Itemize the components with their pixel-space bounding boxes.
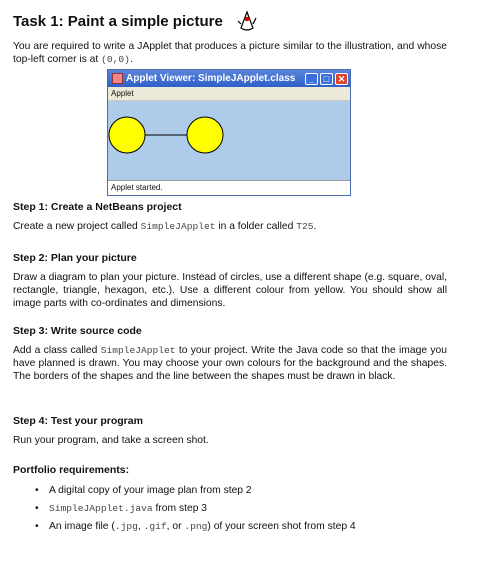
applet-drawing [108, 101, 350, 180]
step2-heading: Step 2: Plan your picture [13, 252, 137, 264]
portfolio-item-source: from step 3 [152, 503, 208, 514]
portfolio-section [13, 464, 447, 538]
step2-section [13, 252, 447, 310]
left-circle [109, 117, 145, 153]
step2-paragraph: Draw a diagram to plan your picture. Instead of circles, use a different shape (e.g. square, oval, rectangle, triangle, hexagon, etc.). Use a different colour from yellow. You should show all image parts with co-ordinates and dimensions. [13, 272, 447, 309]
portfolio-heading: Portfolio requirements: [13, 464, 130, 476]
ext-gif: .gif [143, 521, 167, 532]
applet-status-bar [108, 180, 350, 195]
intro-paragraph [13, 40, 447, 66]
step3-text: Add a class called [13, 345, 101, 356]
list-item [13, 520, 447, 533]
step4-paragraph: Run your program, and take a screen shot. [13, 435, 209, 446]
step3-paragraph [13, 344, 447, 383]
step4-section [13, 415, 447, 447]
maximize-button[interactable] [320, 73, 333, 85]
window-titlebar[interactable] [108, 70, 350, 87]
step1-code-folder: T25 [296, 221, 314, 232]
step1-paragraph [13, 220, 447, 233]
title-row [13, 8, 447, 34]
window-title: Applet Viewer: SimpleJApplet.class [126, 73, 296, 84]
portfolio-list [13, 484, 447, 533]
applet-menu-label[interactable]: Applet [111, 89, 134, 98]
applet-menu[interactable] [108, 87, 350, 101]
step1-text-end: . [313, 221, 317, 232]
bullet: • [35, 521, 39, 532]
bullet: • [35, 485, 39, 496]
list-item [13, 484, 447, 497]
step3-section [13, 325, 447, 383]
applet-viewer-window [107, 69, 351, 196]
step3-text-end: to your project. Write the Java code so that the image you have planned is drawn. You may choose your own colours for the background and the shapes. The borders of the shapes and the line between the shapes must be drawn in black. [13, 345, 447, 382]
step1-text-mid: in a folder called [215, 221, 297, 232]
java-duke-icon [237, 10, 257, 32]
intro-code: (0,0) [101, 54, 130, 65]
step1-text: Create a new project called [13, 221, 141, 232]
page [13, 8, 447, 532]
intro-text-end: . [129, 54, 133, 65]
separator: , or [166, 521, 185, 532]
step3-code: SimpleJApplet [100, 345, 176, 356]
right-circle [187, 117, 223, 153]
minimize-icon: _ [308, 73, 314, 84]
close-icon: ✕ [337, 73, 346, 84]
step1-heading: Step 1: Create a NetBeans project [13, 201, 182, 213]
java-app-icon [112, 73, 123, 84]
list-item [13, 502, 447, 515]
step4-heading: Step 4: Test your program [13, 415, 143, 427]
step3-heading: Step 3: Write source code [13, 325, 142, 337]
status-text: Applet started. [111, 183, 163, 192]
portfolio-item-image: An image file ( [49, 521, 115, 532]
separator: , [137, 521, 144, 532]
portfolio-item-code: SimpleJApplet.java [49, 503, 153, 514]
ext-jpg: .jpg [114, 521, 138, 532]
applet-canvas [108, 101, 350, 180]
minimize-button[interactable] [305, 73, 318, 85]
bullet: • [35, 503, 39, 514]
step1-code-project: SimpleJApplet [140, 221, 216, 232]
portfolio-item-image-end: ) of your screen shot from step 4 [207, 521, 356, 532]
step1-section [13, 201, 447, 233]
intro-text: You are required to write a JApplet that produces a picture similar to the illustration, and whose top-left corner is at [13, 41, 447, 65]
close-button[interactable] [335, 73, 348, 85]
maximize-icon: □ [323, 73, 330, 84]
ext-png: .png [184, 521, 208, 532]
task-title: Task 1: Paint a simple picture [13, 12, 223, 30]
portfolio-item-plan: A digital copy of your image plan from step 2 [49, 485, 252, 496]
